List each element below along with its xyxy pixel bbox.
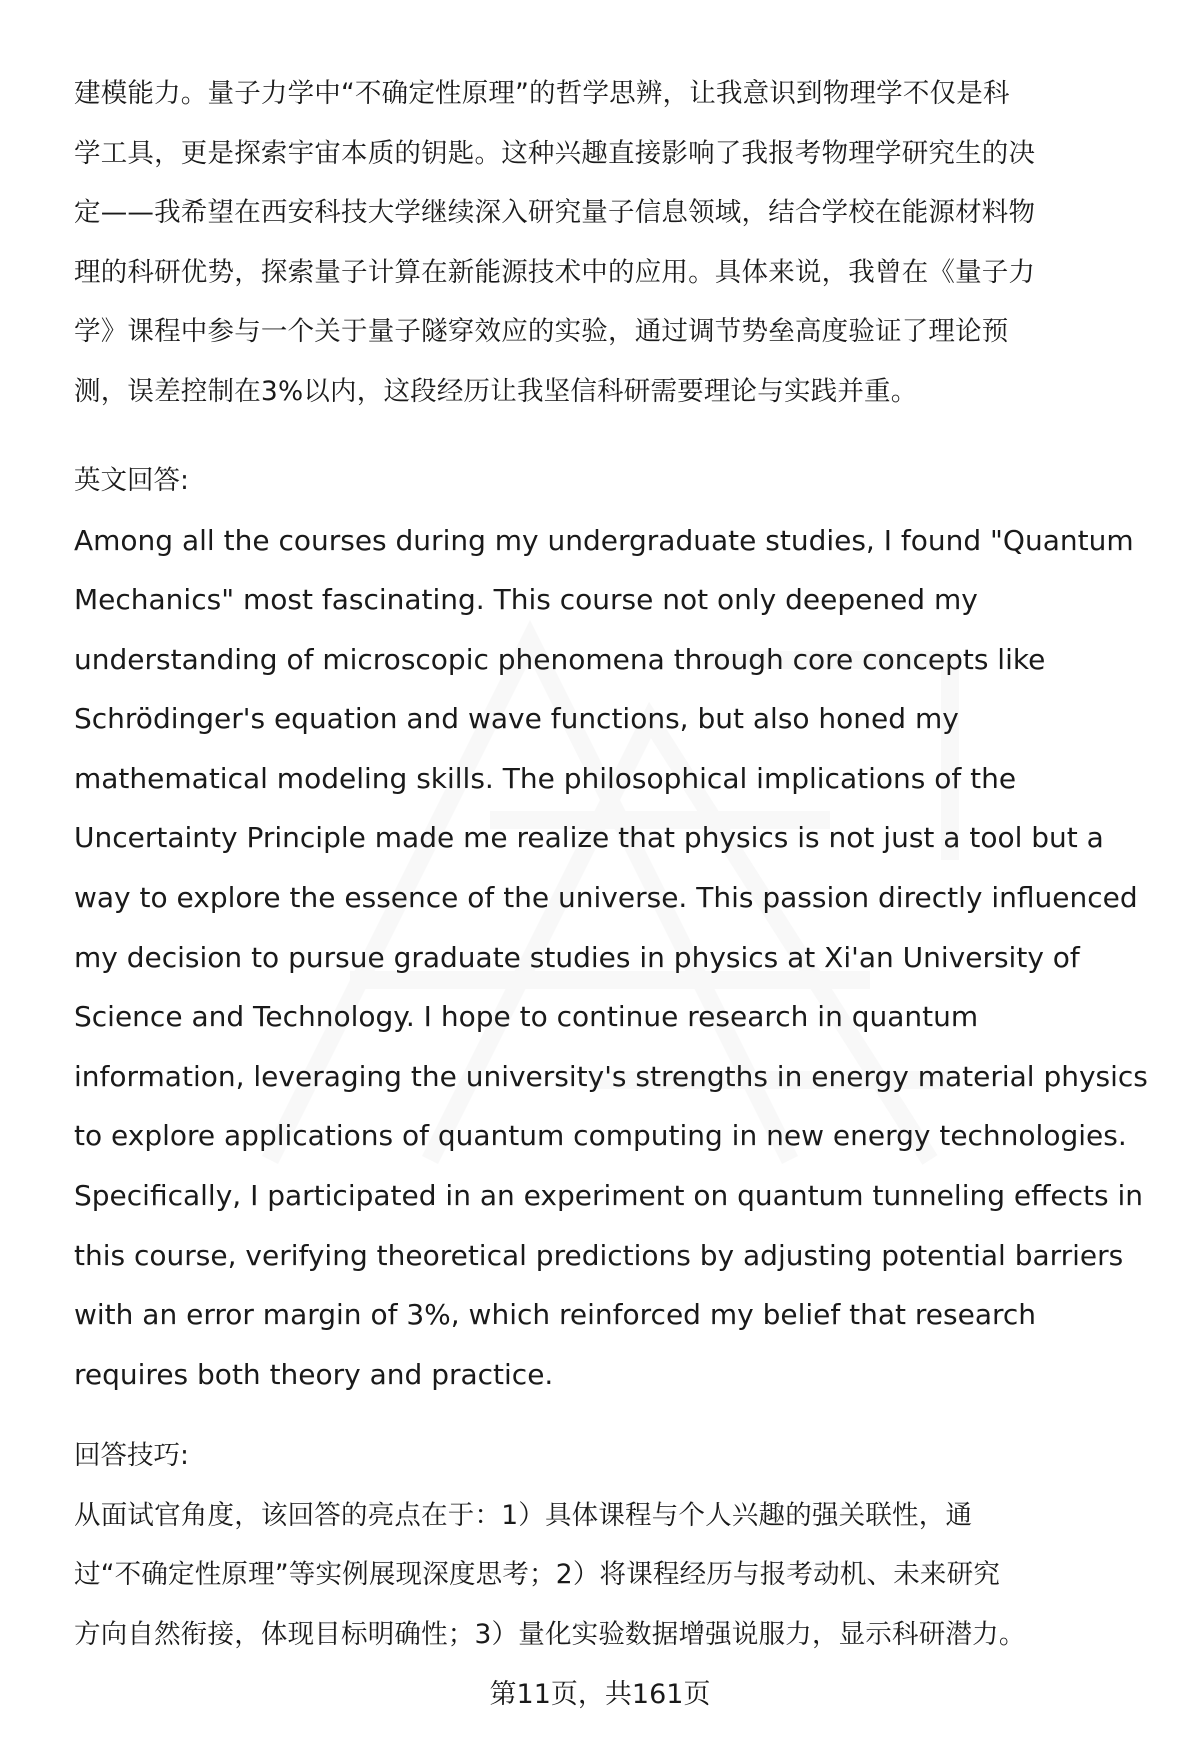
tips-line: 从面试官角度，该回答的亮点在于：1）具体课程与个人兴趣的强关联性，通 [74, 1499, 973, 1531]
english-answer-line: with an error margin of 3%, which reinforced my belief that research [74, 1298, 1037, 1332]
chinese-answer-line: 建模能力。量子力学中“不确定性原理”的哲学思辨，让我意识到物理学不仅是科 [74, 78, 1010, 109]
english-answer-line: information, leveraging the university's strengths in energy material physics [74, 1059, 1148, 1093]
english-answer-line: Mechanics" most fascinating. This course not only deepened my [74, 583, 978, 617]
page-number-footer: 第11页，共161页 [489, 1679, 711, 1710]
english-answer-line: this course, verifying theoretical predictions by adjusting potential barriers [74, 1238, 1124, 1272]
tips-heading: 回答技巧: [74, 1440, 189, 1472]
english-answer-line: Uncertainty Principle made me realize that physics is not just a tool but a [74, 821, 1104, 855]
document-body [74, 64, 1154, 1664]
chinese-answer-line: 理的科研优势，探索量子计算在新能源技术中的应用。具体来说，我曾在《量子力 [74, 256, 1036, 288]
english-answer-line: requires both theory and practice. [74, 1357, 554, 1391]
chinese-answer-line: 学》课程中参与一个关于量子隧穿效应的实验，通过调节势垒高度验证了理论预 [74, 316, 1009, 347]
tips-line: 过“不确定性原理”等实例展现深度思考；2）将课程经历与报考动机、未来研究 [74, 1559, 1001, 1591]
english-answer-line: understanding of microscopic phenomena through core concepts like [74, 642, 1046, 676]
chinese-answer-paragraph [74, 64, 1154, 421]
english-answer-line: Schrödinger's equation and wave functions, but also honed my [74, 702, 959, 736]
section-gap [74, 421, 1154, 451]
english-answer-line: to explore applications of quantum computing in new energy technologies. [74, 1119, 1127, 1153]
tips-line: 方向自然衔接，体现目标明确性；3）量化实验数据增强说服力，显示科研潜力。 [74, 1618, 1026, 1650]
section-gap [74, 1404, 1154, 1426]
english-answer-line: Specifically, I participated in an experiment on quantum tunneling effects in [74, 1179, 1144, 1213]
tips-paragraph [74, 1486, 1154, 1665]
english-answer-line: my decision to pursue graduate studies in physics at Xi'an University of [74, 940, 1080, 974]
english-answer-line: Among all the courses during my undergraduate studies, I found "Quantum [74, 523, 1134, 557]
chinese-answer-line: 学工具，更是探索宇宙本质的钥匙。这种兴趣直接影响了我报考物理学研究生的决 [74, 137, 1036, 169]
english-answer-heading: 英文回答: [74, 465, 189, 496]
chinese-answer-line: 定——我希望在西安科技大学继续深入研究量子信息领域，结合学校在能源材料物 [74, 197, 1036, 228]
english-answer-line: Science and Technology. I hope to continue research in quantum [74, 1000, 979, 1034]
chinese-answer-line: 测，误差控制在3%以内，这段经历让我坚信科研需要理论与实践并重。 [74, 375, 918, 407]
english-answer-line: mathematical modeling skills. The philosophical implications of the [74, 761, 1017, 795]
english-answer-paragraph [74, 511, 1154, 1405]
english-answer-line: way to explore the essence of the universe. This passion directly influenced [74, 881, 1138, 915]
